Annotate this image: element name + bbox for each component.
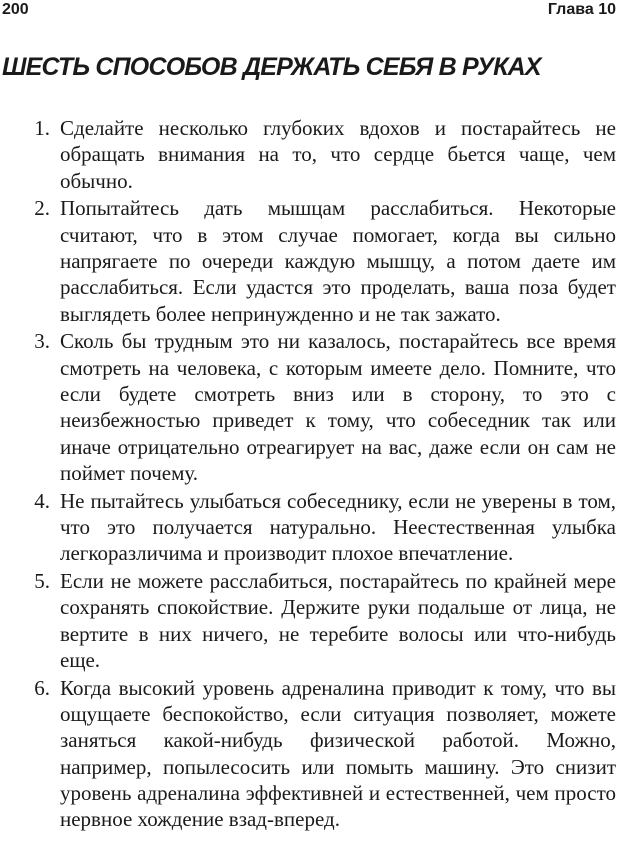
list-item-number: 2.: [34, 196, 50, 221]
running-header: [0, 0, 620, 22]
list-item-text: Попытайтесь дать мышцам расслабиться. Некоторые считают, что в этом случае помогает, когда вы сильно напрягаете по очереди каждую мышцу, а потом даете им расслабиться. Если удастся это проделать, ваша поза будет выглядеть более непринужденно и не так зажато.: [60, 196, 616, 326]
list-item-text: Если не можете расслабиться, постарайтесь по крайней мере сохранять спокойствие. Держите руки подальше от лица, не вертите в них ничего, не теребите волосы или что-нибудь еще.: [60, 569, 616, 672]
list-item-number: 4.: [34, 488, 50, 513]
list-item: [20, 328, 616, 486]
list-item-text: Не пытайтесь улыбаться собеседнику, если не уверены в том, что это получается натурально. Неестественная улыбка легкоразличима и производит плохое впечатление.: [60, 488, 616, 566]
page-number: 200: [2, 1, 29, 18]
list-item: [20, 488, 616, 567]
list-item-text: Сделайте несколько глубоких вдохов и постарайтесь не обращать внимания на то, что сердце бьется чаще, чем обычно.: [60, 116, 616, 193]
list-item: [20, 115, 616, 194]
tips-list: [20, 115, 616, 834]
list-item: [20, 675, 616, 833]
list-item: [20, 195, 616, 326]
section-title: ШЕСТЬ СПОСОБОВ ДЕРЖАТЬ СЕБЯ В РУКАХ: [2, 53, 541, 81]
list-item-number: 5.: [34, 569, 50, 594]
list-item-text: Когда высокий уровень адреналина приводит к тому, что вы ощущаете беспокойство, если ситуация позволяет, можете заняться какой-нибудь физической работой. Можно, например, попылесосить или помыть машину. Это снизит уровень адреналина эффективней и естественней, чем просто нервное хождение взад-вперед.: [60, 675, 616, 832]
list-item-text: Сколь бы трудным это ни казалось, постарайтесь все время смотреть на человека, с которым имеете дело. Помните, что если будете смотреть вниз или в сторону, то это с неизбежностью приведет к тому, что собеседник так или иначе отрицательно отреагирует на вас, даже если он сам не поймет почему.: [60, 329, 616, 485]
list-item: [20, 568, 616, 673]
list-item-number: 3.: [34, 329, 50, 354]
list-item-number: 1.: [34, 116, 50, 140]
chapter-label: Глава 10: [547, 1, 616, 18]
list-item-number: 6.: [34, 675, 50, 700]
